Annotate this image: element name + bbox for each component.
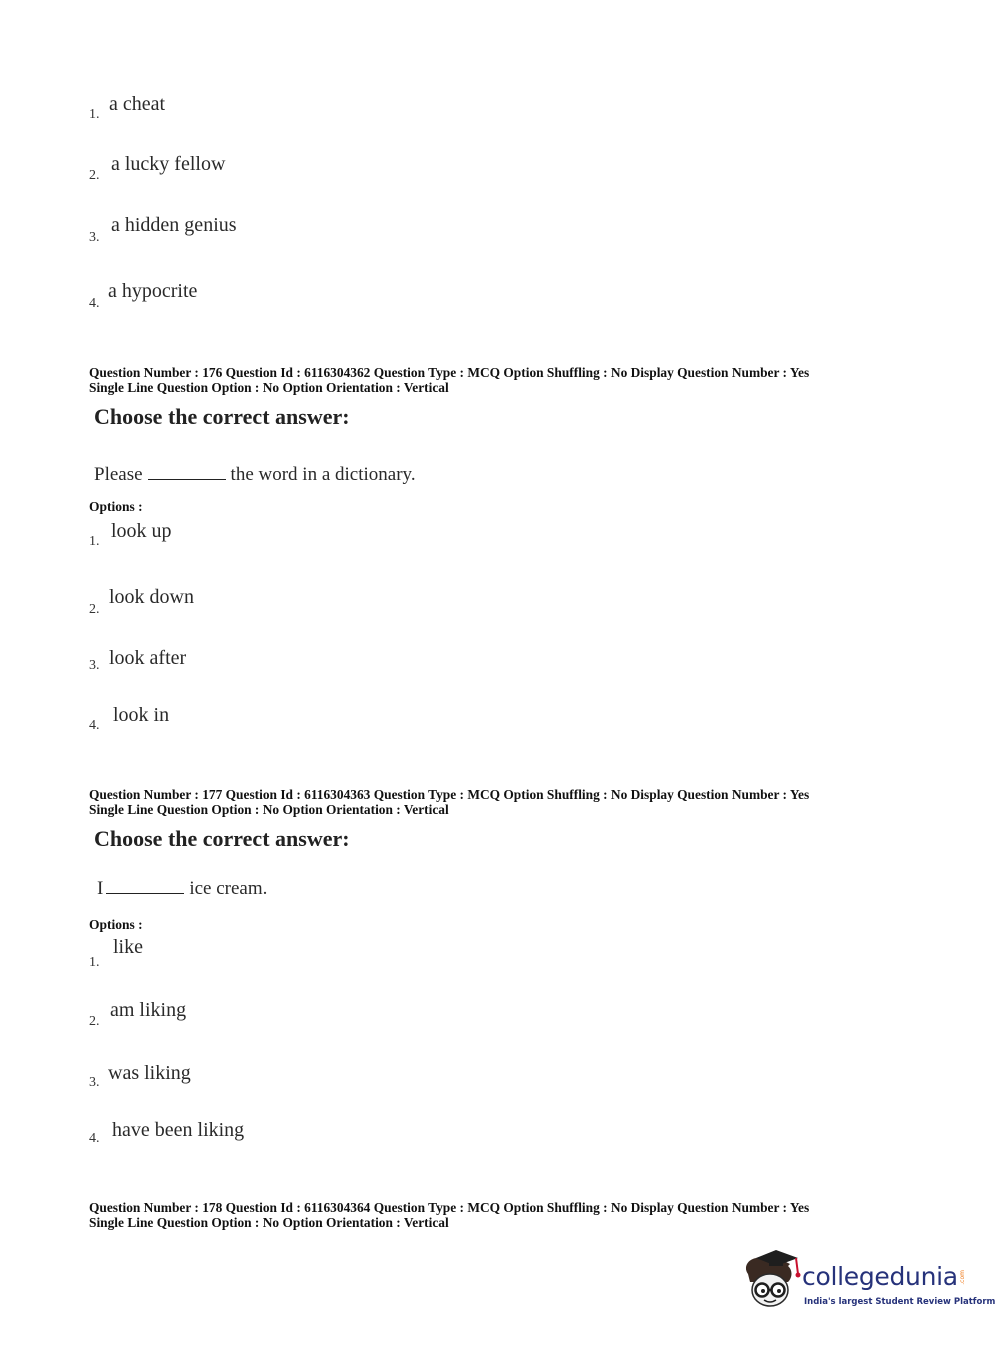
options-label: Options : bbox=[89, 917, 143, 932]
option-text: a cheat bbox=[109, 93, 166, 115]
option-number: 1. bbox=[89, 534, 100, 549]
logo-tagline: India's largest Student Review Platform bbox=[804, 1297, 996, 1307]
question-stem bbox=[97, 875, 267, 900]
collegedunia-logo bbox=[738, 1248, 996, 1320]
logo-wordmark: collegedunia bbox=[802, 1262, 958, 1291]
option-text: am liking bbox=[110, 999, 187, 1021]
stem-text-before: I bbox=[97, 878, 104, 899]
option-number: 2. bbox=[89, 168, 100, 183]
option-number: 4. bbox=[89, 296, 100, 311]
option-number: 4. bbox=[89, 1131, 100, 1146]
option-text: like bbox=[113, 936, 143, 958]
option-text: have been liking bbox=[112, 1119, 245, 1141]
option-text: look after bbox=[109, 647, 187, 669]
stem-text-after: ice cream. bbox=[189, 878, 268, 899]
stem-text-before: Please bbox=[94, 464, 143, 485]
option-text: look up bbox=[111, 520, 172, 542]
option-text: look down bbox=[109, 586, 194, 608]
question-meta-line: Single Line Question Option : No Option Orientation : Vertical bbox=[89, 801, 449, 817]
question-meta-line: Single Line Question Option : No Option Orientation : Vertical bbox=[89, 1214, 449, 1230]
question-meta-line: Question Number : 176 Question Id : 6116304362 Question Type : MCQ Option Shuffling : No Display Question Number : Yes bbox=[89, 365, 810, 380]
stem-text-after: the word in a dictionary. bbox=[230, 464, 416, 485]
option-text: a hypocrite bbox=[108, 280, 198, 302]
options-label: Options : bbox=[89, 499, 143, 514]
option-text: look in bbox=[113, 704, 170, 726]
option-number: 1. bbox=[89, 955, 100, 970]
option-text: a hidden genius bbox=[111, 214, 237, 236]
answer-blank bbox=[148, 461, 226, 480]
option-number: 1. bbox=[89, 107, 100, 122]
option-number: 3. bbox=[89, 658, 100, 673]
question-heading: Choose the correct answer: bbox=[94, 826, 350, 851]
question-meta-line: Single Line Question Option : No Option Orientation : Vertical bbox=[89, 379, 449, 395]
question-meta-line: Question Number : 177 Question Id : 6116304363 Question Type : MCQ Option Shuffling : No Display Question Number : Yes bbox=[89, 787, 810, 802]
option-number: 3. bbox=[89, 1075, 100, 1090]
question-stem bbox=[94, 461, 416, 486]
option-number: 2. bbox=[89, 1014, 100, 1029]
question-meta bbox=[89, 788, 809, 817]
question-meta bbox=[89, 1201, 809, 1230]
question-meta-line: Question Number : 178 Question Id : 6116304364 Question Type : MCQ Option Shuffling : No Display Question Number : Yes bbox=[89, 1200, 810, 1215]
option-number: 3. bbox=[89, 230, 100, 245]
answer-blank bbox=[106, 875, 184, 894]
option-text: a lucky fellow bbox=[111, 153, 226, 175]
option-text: was liking bbox=[108, 1062, 191, 1084]
option-number: 4. bbox=[89, 718, 100, 733]
mascot-graduation-cap-icon bbox=[738, 1248, 802, 1316]
question-meta bbox=[89, 366, 809, 395]
option-number: 2. bbox=[89, 602, 100, 617]
logo-com: .com bbox=[959, 1270, 966, 1285]
question-heading: Choose the correct answer: bbox=[94, 404, 350, 429]
